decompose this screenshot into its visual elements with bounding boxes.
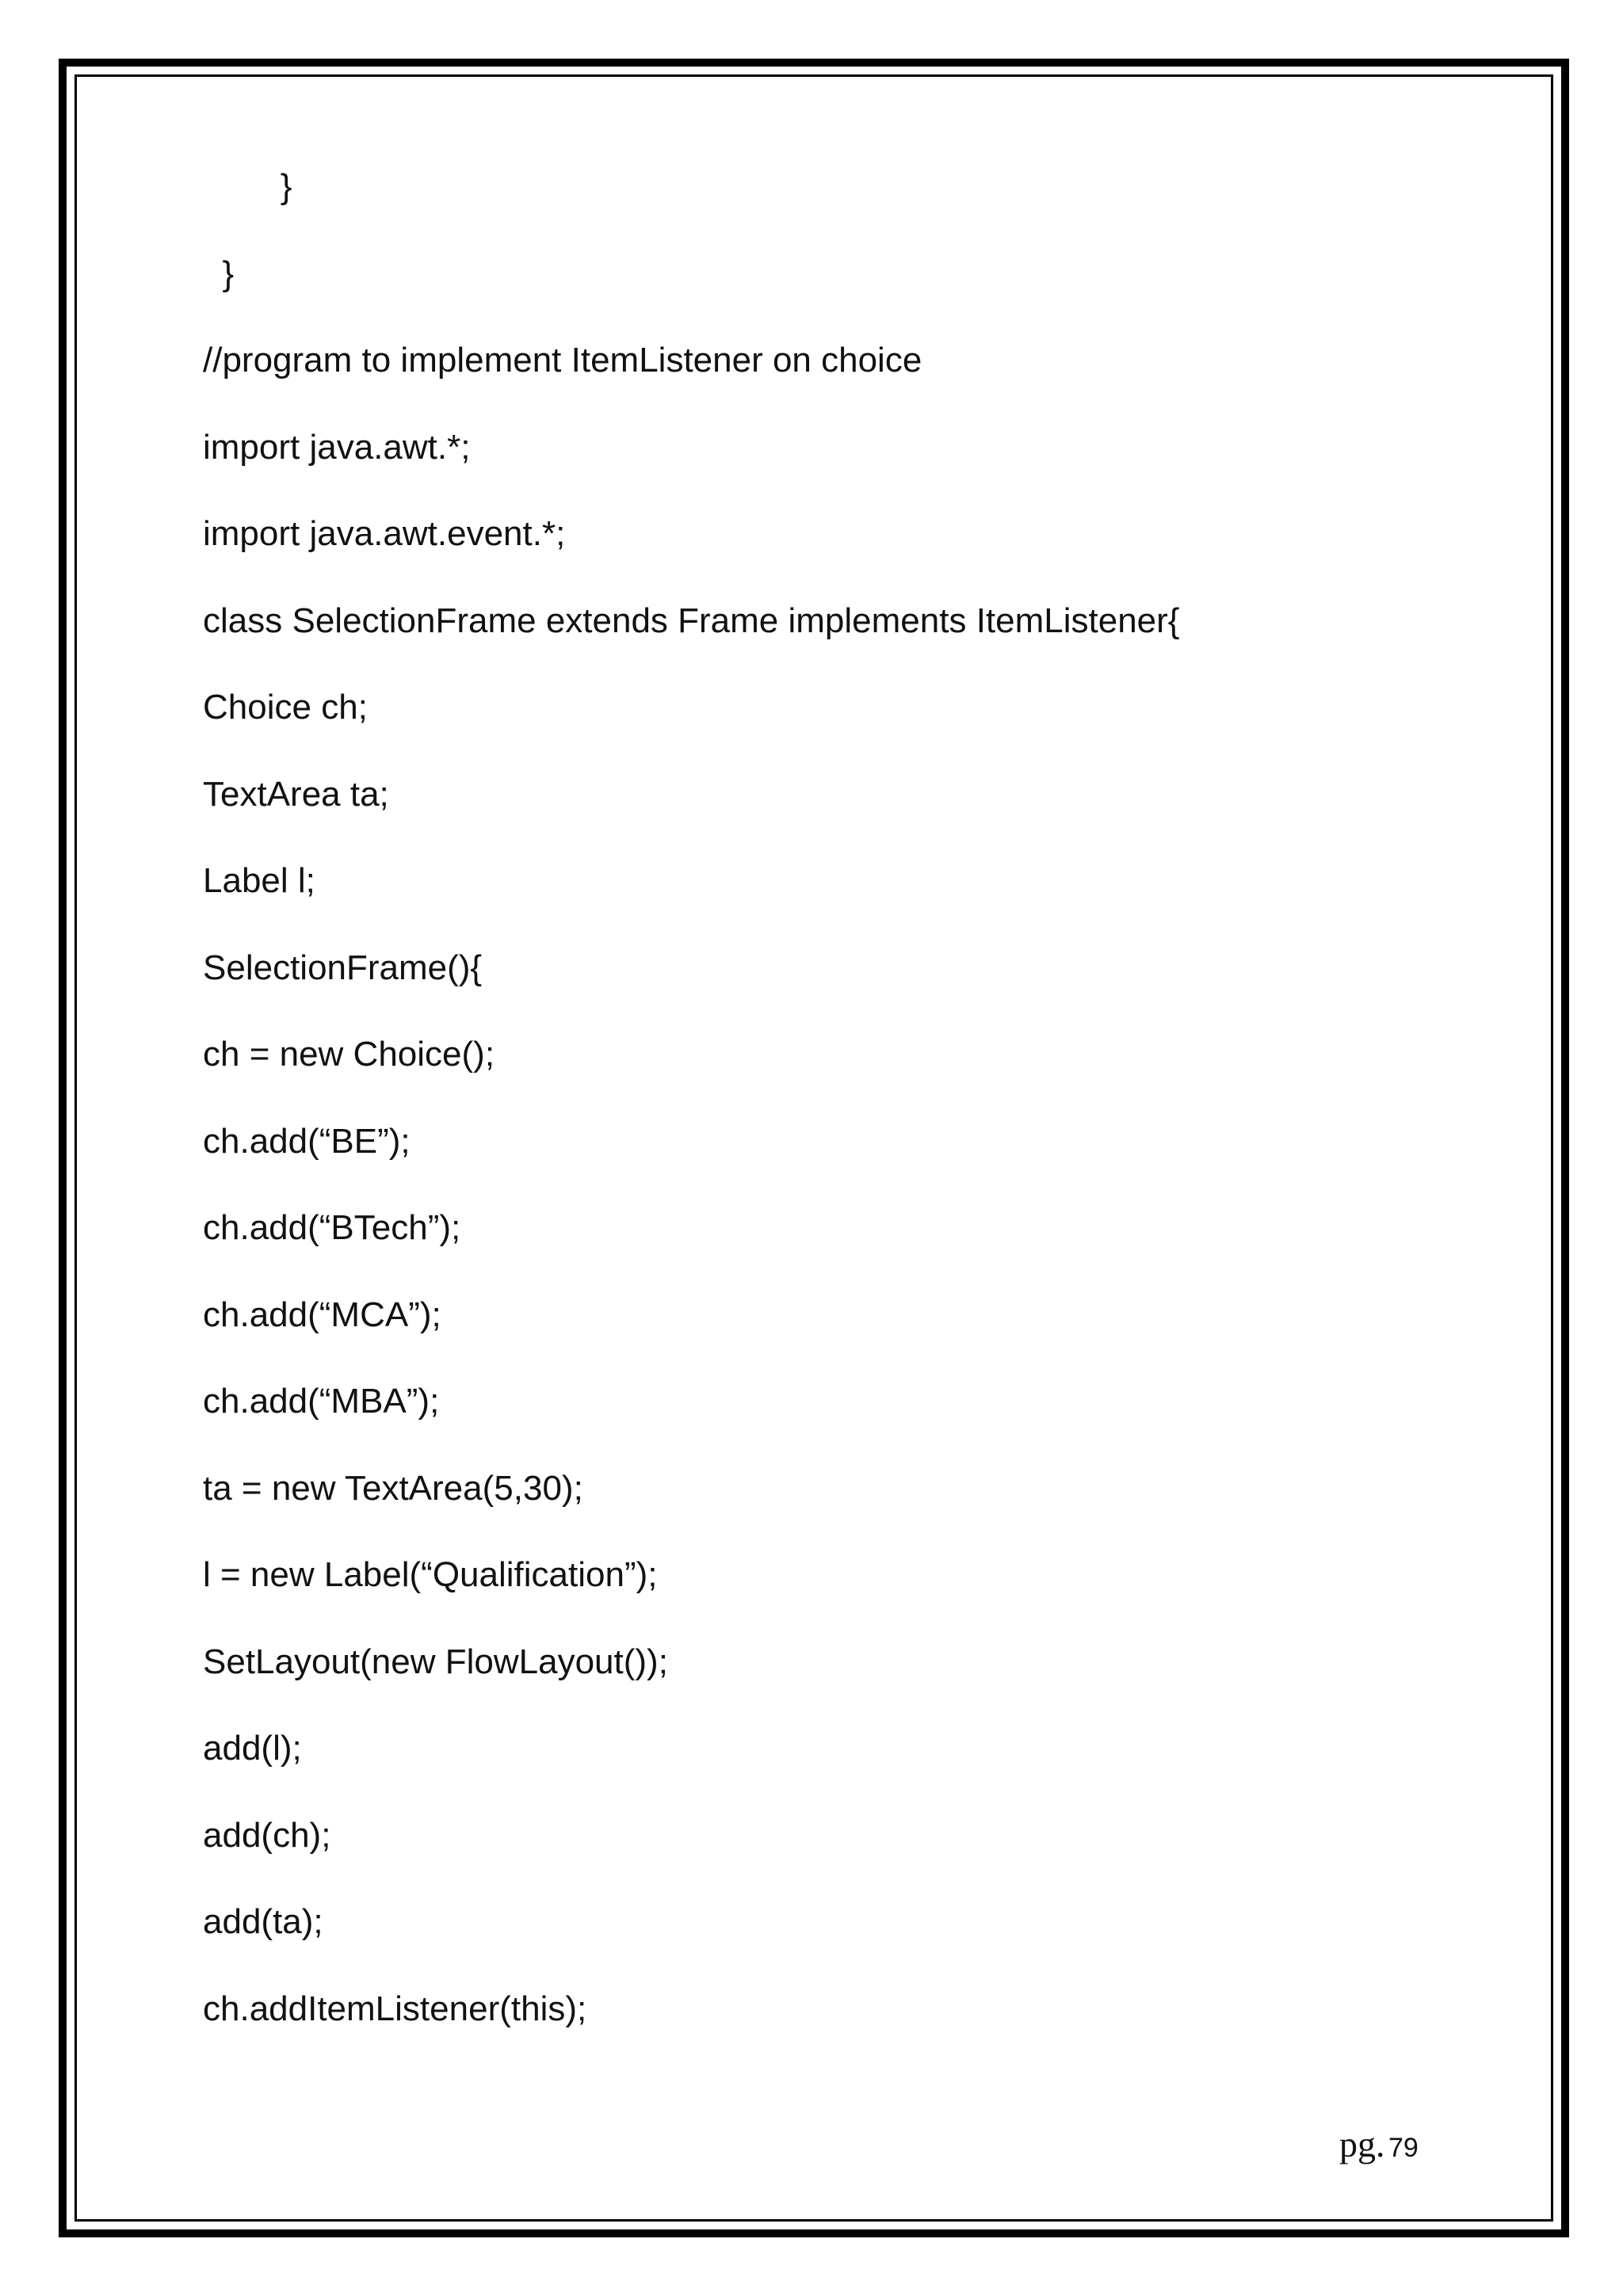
code-line-new-textarea: ta = new TextArea(5,30); bbox=[203, 1469, 583, 1508]
code-line-constructor: SelectionFrame(){ bbox=[203, 948, 483, 987]
code-line-comment: //program to implement ItemListener on choice bbox=[203, 341, 922, 379]
code-line-add-be: ch.add(“BE”); bbox=[203, 1122, 411, 1161]
code-line-new-choice: ch = new Choice(); bbox=[203, 1035, 495, 1074]
page-number bbox=[1339, 2123, 1419, 2165]
code-line-add-mba: ch.add(“MBA”); bbox=[203, 1382, 440, 1421]
code-line-import-awt: import java.awt.*; bbox=[203, 428, 471, 467]
code-line-set-layout: SetLayout(new FlowLayout()); bbox=[203, 1642, 668, 1681]
code-line-class-declaration: class SelectionFrame extends Frame implements ItemListener{ bbox=[203, 601, 1180, 640]
code-line-add-item-listener: ch.addItemListener(this); bbox=[203, 1989, 587, 2028]
code-line-add-textarea: add(ta); bbox=[203, 1902, 323, 1941]
code-line-new-label: l = new Label(“Qualification”); bbox=[203, 1555, 658, 1594]
code-line-closing-brace-inner: } bbox=[203, 167, 292, 206]
code-line-label-field: Label l; bbox=[203, 861, 315, 900]
code-line-choice-field: Choice ch; bbox=[203, 688, 368, 727]
code-line-add-choice: add(ch); bbox=[203, 1816, 331, 1855]
code-line-closing-brace-outer: } bbox=[203, 254, 235, 293]
code-line-add-btech: ch.add(“BTech”); bbox=[203, 1208, 461, 1247]
code-line-add-mca: ch.add(“MCA”); bbox=[203, 1295, 441, 1334]
code-line-textarea-field: TextArea ta; bbox=[203, 775, 389, 814]
code-line-import-awt-event: import java.awt.event.*; bbox=[203, 514, 566, 553]
page-number-value: 79 bbox=[1388, 2133, 1419, 2163]
code-line-add-label: add(l); bbox=[203, 1729, 302, 1768]
page-number-label: pg. bbox=[1339, 2124, 1385, 2164]
